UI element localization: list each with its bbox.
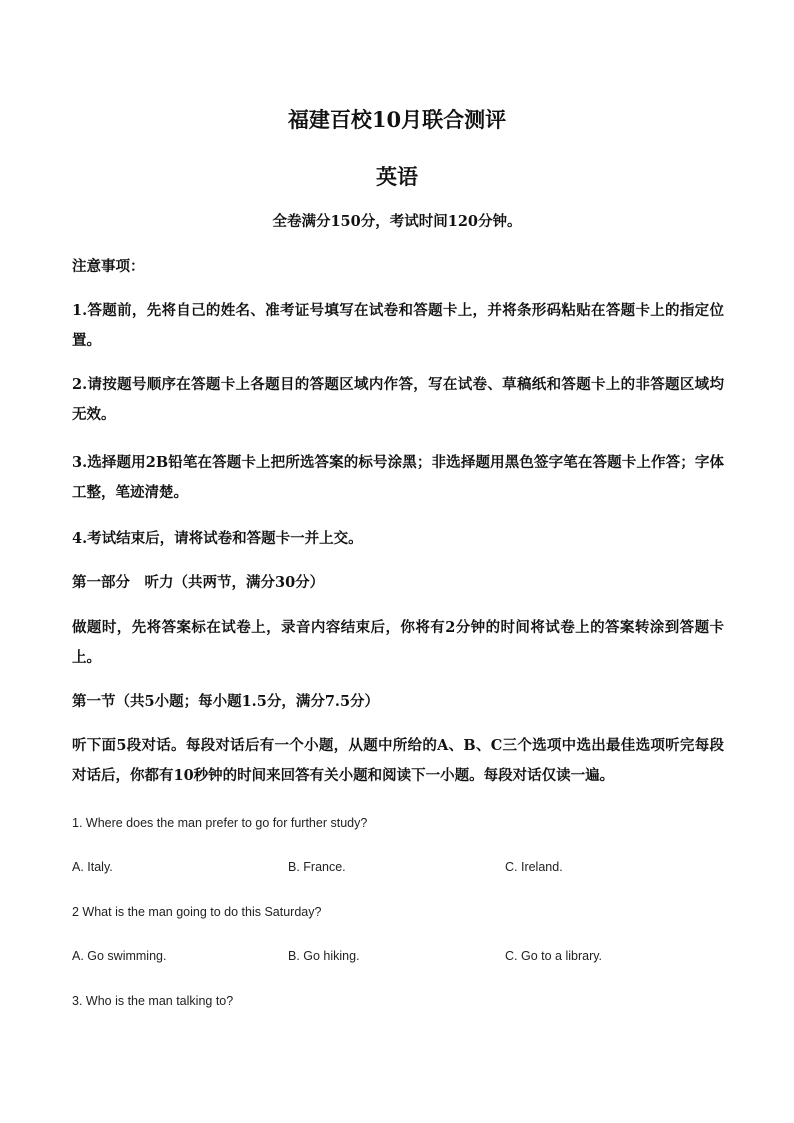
question-3: 3. Who is the man talking to? <box>72 994 234 1008</box>
question-2-option-c: C. Go to a library. <box>505 949 603 963</box>
notice-item-4: 4.考试结束后，请将试卷和答题卡一并上交。 <box>72 530 363 547</box>
notice-item-2: 2.请按题号顺序在答题卡上各题目的答题区域内作答，写在试卷、草稿纸和答题卡上的非答题区域均无效。 <box>72 376 724 423</box>
notice-heading: 注意事项： <box>72 258 145 275</box>
exam-subject: 英语 <box>376 164 418 189</box>
notice-item-3: 3.选择题用2B铅笔在答题卡上把所选答案的标号涂黑；非选择题用黑色签字笔在答题卡上作答；字体工整，笔迹清楚。 <box>72 454 724 501</box>
question-1-option-b: B. France. <box>288 860 346 874</box>
exam-title: 福建百校10月联合测评 <box>287 107 507 132</box>
notice-item-1: 1.答题前，先将自己的姓名、准考证号填写在试卷和答题卡上，并将条形码粘贴在答题卡上的指定位置。 <box>72 302 724 349</box>
section1-instruction: 听下面5段对话。每段对话后有一个小题，从题中所给的A、B、C三个选项中选出最佳选项听完每段对话后，你都有10秒钟的时间来回答有关小题和阅读下一小题。每段对话仅读一遍。 <box>72 737 724 784</box>
part1-heading: 第一部分 听力（共两节，满分30分） <box>72 574 325 591</box>
question-2: 2 What is the man going to do this Saturday? <box>72 905 322 919</box>
question-2-option-a: A. Go swimming. <box>72 949 167 963</box>
section1-heading: 第一节（共5小题；每小题1.5分，满分7.5分） <box>72 693 380 710</box>
question-1-option-a: A. Italy. <box>72 860 113 874</box>
question-1: 1. Where does the man prefer to go for further study? <box>72 816 368 830</box>
part1-instruction: 做题时，先将答案标在试卷上，录音内容结束后，你将有2分钟的时间将试卷上的答案转涂到答题卡上。 <box>72 619 724 666</box>
question-1-option-c: C. Ireland. <box>505 860 563 874</box>
exam-info: 全卷满分150分，考试时间120分钟。 <box>272 213 522 230</box>
question-2-option-b: B. Go hiking. <box>288 949 360 963</box>
